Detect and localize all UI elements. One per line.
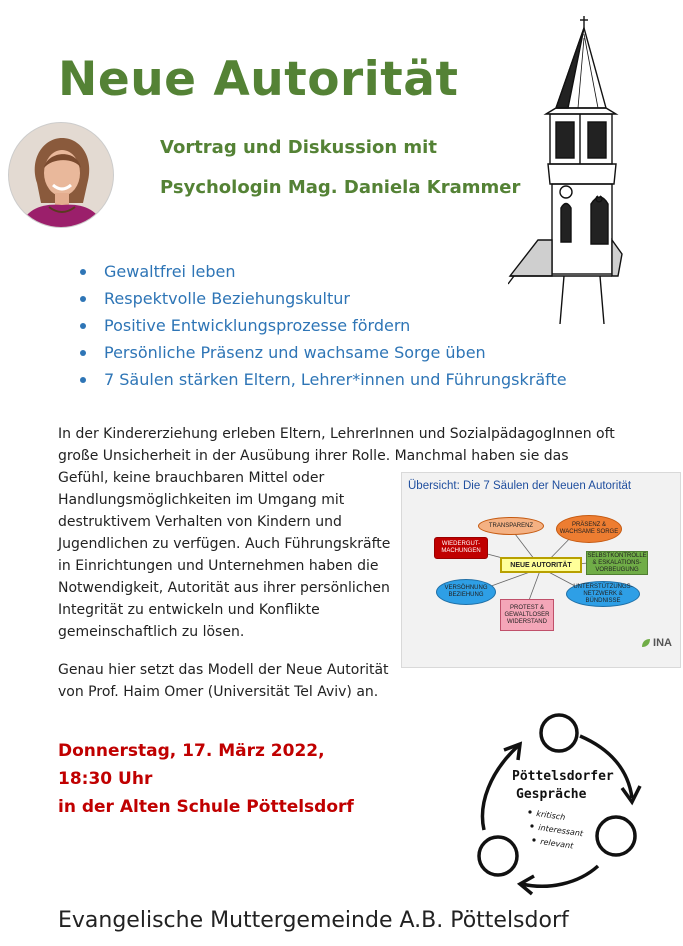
node-protest: PROTEST & GEWALTLOSER WIDERSTAND — [500, 599, 554, 631]
subtitle-line-1: Vortrag und Diskussion mit — [160, 137, 437, 158]
event-time: 18:30 Uhr — [58, 769, 153, 789]
event-place: in der Alten Schule Pöttelsdorf — [58, 797, 354, 817]
event-date: Donnerstag, 17. März 2022, — [58, 741, 325, 761]
node-transparenz: TRANSPARENZ — [478, 517, 544, 535]
node-versoehnung: VERSÖHNUNG BEZIEHUNG — [436, 579, 496, 605]
topic-item: Persönliche Präsenz und wachsame Sorge üben — [80, 339, 567, 366]
topic-item: 7 Säulen stärken Eltern, Lehrer*innen und Führungskräfte — [80, 366, 567, 393]
speaker-photo — [8, 122, 114, 228]
logo-item: kritisch — [535, 809, 566, 823]
organizer-footer: Evangelische Muttergemeinde A.B. Pöttelsdorf — [58, 908, 569, 933]
logo-line-2: Gespräche — [516, 787, 587, 802]
topic-item: Positive Entwicklungsprozesse fördern — [80, 312, 567, 339]
node-selbstkontrolle: SELBSTKONTROLLE & ESKALATIONS-VORBEUGUNG — [586, 551, 648, 575]
intro-line: große Unsicherheit in der Ausübung ihrer Rolle. Manchmal haben sie das — [58, 448, 569, 464]
node-wiedergutmachungen: WIEDERGUT-MACHUNGEN — [434, 537, 488, 559]
ina-logo-text: INA — [653, 637, 672, 649]
subtitle-line-2: Psychologin Mag. Daniela Krammer — [160, 177, 521, 198]
leaf-icon — [641, 638, 651, 648]
poettelsdorfer-gespraeche-logo — [460, 706, 660, 896]
topic-list — [80, 258, 567, 393]
ina-logo — [641, 637, 672, 649]
intro-paragraph-top — [58, 423, 618, 467]
seven-pillars-diagram — [401, 472, 681, 668]
topic-item: Respektvolle Beziehungskultur — [80, 285, 567, 312]
logo-item: interessant — [537, 823, 584, 839]
topic-item: Gewaltfrei leben — [80, 258, 567, 285]
logo-line-1: Pöttelsdorfer — [512, 769, 614, 784]
node-praesenz: PRÄSENZ & WACHSAME SORGE — [556, 515, 622, 543]
page-title: Neue Autorität — [58, 52, 459, 107]
diagram-title: Übersicht: Die 7 Säulen der Neuen Autorität — [408, 480, 632, 492]
intro-paragraph-rest: Gefühl, keine brauchbaren Mittel oder Handlungsmöglichkeiten im Umgang mit destruktivem Verhalten von Kindern und Jugendlichen zu verfügen. Auch Führungskräfte in Einrichtungen und Unternehmen haben die Notwendigkeit, Autorität aus ihrer persönlichen Integrität zu entwickeln und Konflikte gemeinschaftlich zu lösen. — [58, 470, 391, 640]
logo-item: relevant — [539, 837, 574, 851]
model-paragraph: Genau hier setzt das Modell der Neue Autorität von Prof. Haim Omer (Universität Tel Aviv) an. — [58, 662, 389, 700]
node-neue-autoritaet: NEUE AUTORITÄT — [500, 557, 582, 573]
intro-line: In der Kindererziehung erleben Eltern, LehrerInnen und SozialpädagogInnen oft — [58, 426, 615, 442]
node-unterstuetzung: UNTERSTÜTZUNGS-NETZWERK & BÜNDNISSE — [566, 581, 640, 607]
speaker-portrait-icon — [9, 123, 113, 227]
